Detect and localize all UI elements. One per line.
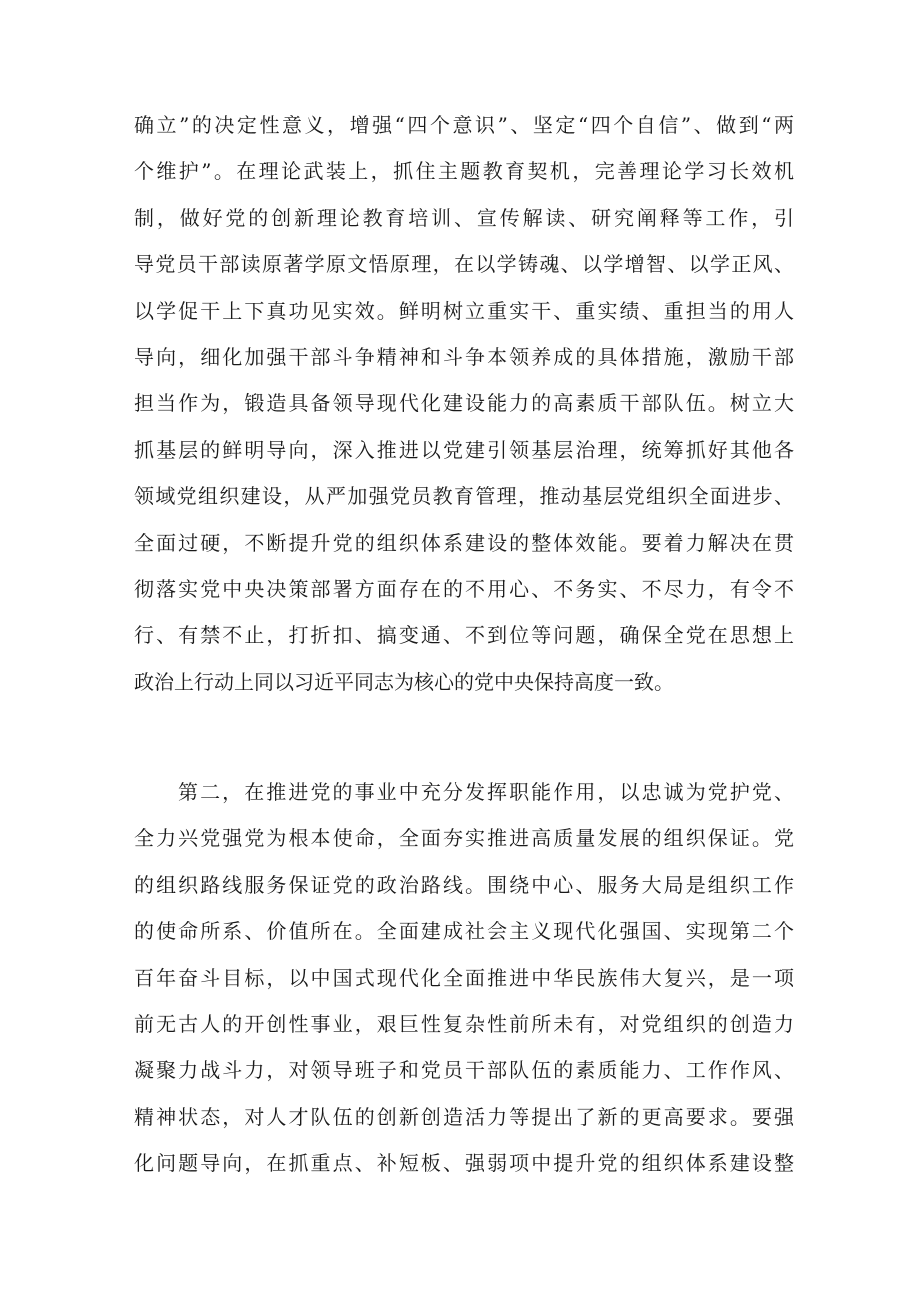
text-line: 确立”的决定性意义，增强“四个意识”、坚定“四个自信”、做到“两 — [134, 113, 794, 137]
text-line: 百年奋斗目标，以中国式现代化全面推进中华民族伟大复兴，是一项 — [134, 965, 794, 990]
text-line: 精神状态，对人才队伍的创新创造活力等提出了新的更高要求。要强 — [134, 1104, 794, 1129]
text-line: 领域党组织建设，从严加强党员教育管理，推动基层党组织全面进步、 — [134, 484, 794, 509]
text-line: 以学促干上下真功见实效。鲜明树立重实干、重实绩、重担当的用人 — [134, 298, 794, 323]
text-line: 的组织路线服务保证党的政治路线。围绕中心、服务大局是组织工作 — [134, 872, 794, 897]
text-line: 政治上行动上同以习近平同志为核心的党中央保持高度一致。 — [134, 669, 674, 694]
text-line: 第二，在推进党的事业中充分发挥职能作用，以忠诚为党护党、 — [178, 780, 794, 804]
text-line: 导向，细化加强干部斗争精神和斗争本领养成的具体措施，激励干部 — [134, 344, 794, 369]
text-line: 行、有禁不止，打折扣、搞变通、不到位等问题，确保全党在思想上 — [134, 623, 794, 648]
text-line: 担当作为，锻造具备领导现代化建设能力的高素质干部队伍。树立大 — [134, 391, 794, 416]
paragraph-1 — [134, 109, 794, 712]
text-line: 抓基层的鲜明导向，深入推进以党建引领基层治理，统筹抓好其他各 — [134, 437, 794, 462]
text-line: 前无古人的开创性事业，艰巨性复杂性前所未有，对党组织的创造力 — [134, 1011, 794, 1036]
text-line: 凝聚力战斗力，对领导班子和党员干部队伍的素质能力、工作作风、 — [134, 1058, 794, 1083]
text-line: 个维护”。在理论武装上，抓住主题教育契机，完善理论学习长效机 — [134, 159, 794, 184]
text-line: 彻落实党中央决策部署方面存在的不用心、不务实、不尽力，有令不 — [134, 576, 794, 601]
text-line: 化问题导向，在抓重点、补短板、强弱项中提升党的组织体系建设整 — [134, 1151, 794, 1176]
text-line: 导党员干部读原著学原文悟原理，在以学铸魂、以学增智、以学正风、 — [134, 252, 794, 277]
paragraph-2 — [134, 776, 794, 1194]
text-line: 全力兴党强党为根本使命，全面夯实推进高质量发展的组织保证。党 — [134, 826, 794, 851]
text-line: 制，做好党的创新理论教育培训、宣传解读、研究阐释等工作，引 — [134, 205, 794, 230]
text-line: 的使命所系、价值所在。全面建成社会主义现代化强国、实现第二个 — [134, 919, 794, 944]
text-line: 全面过硬，不断提升党的组织体系建设的整体效能。要着力解决在贯 — [134, 530, 794, 555]
